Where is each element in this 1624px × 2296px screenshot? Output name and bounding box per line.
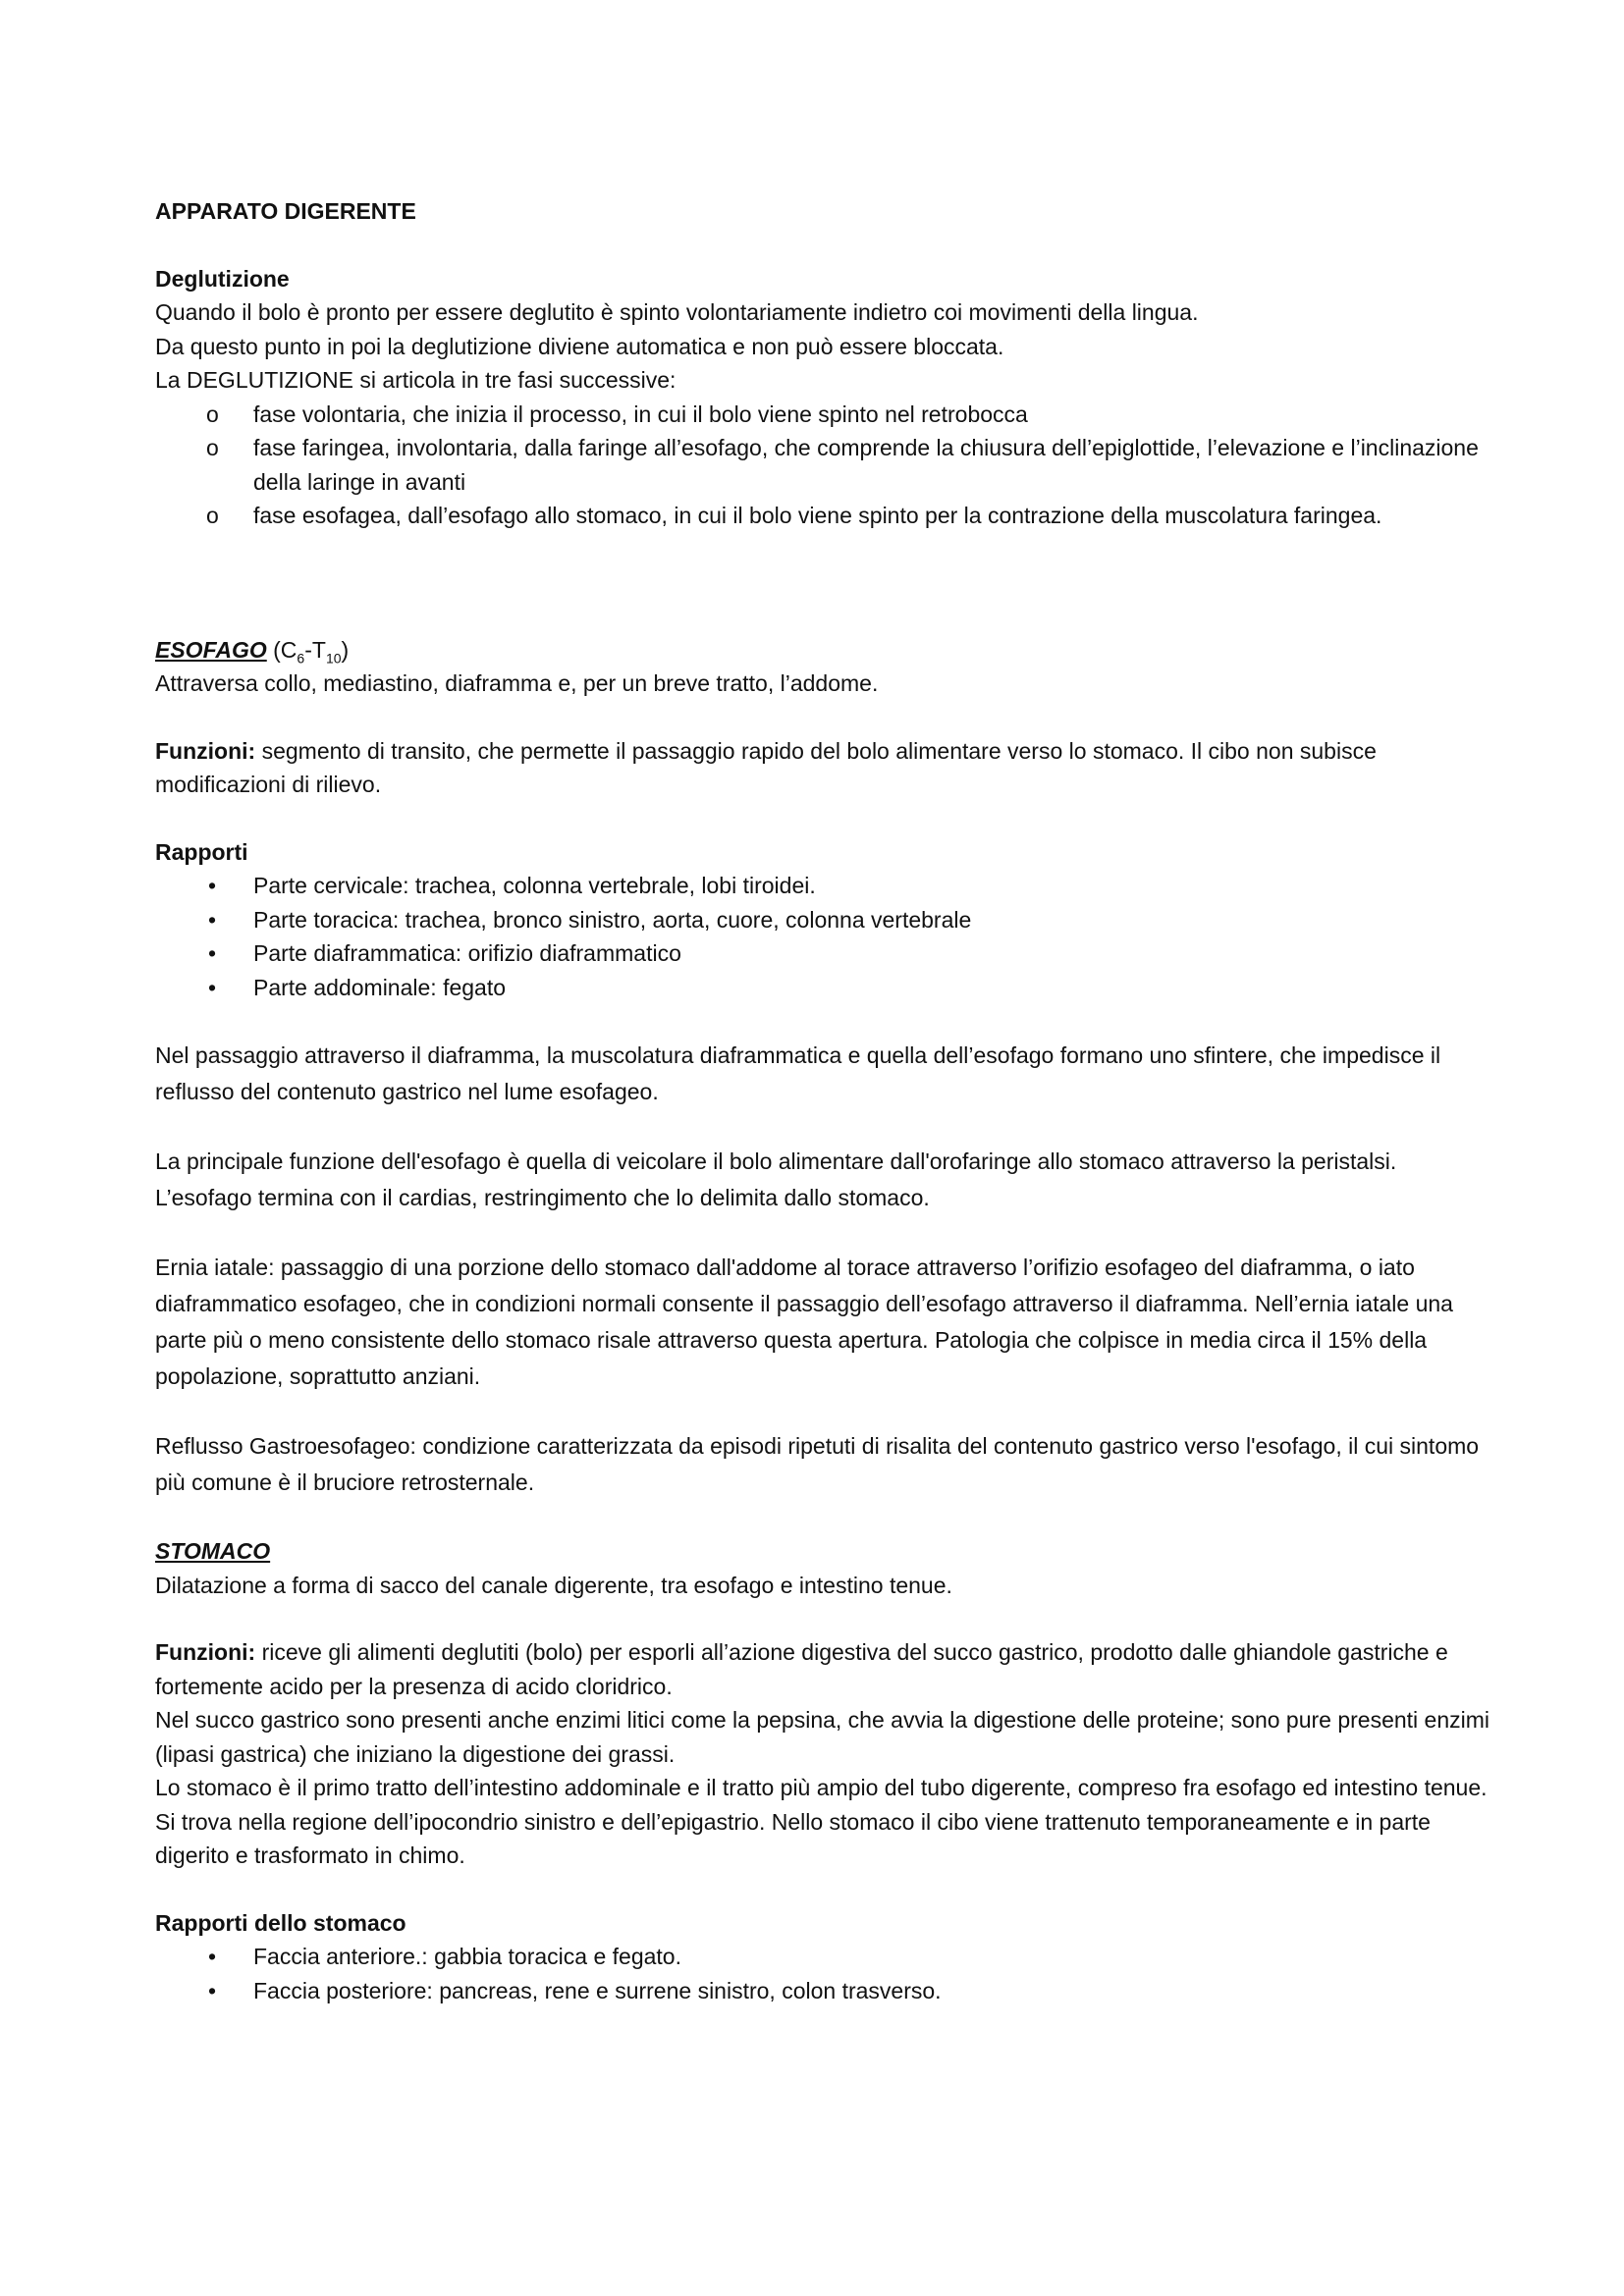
list-item: • Faccia posteriore: pancreas, rene e surrene sinistro, colon trasverso. bbox=[155, 1974, 1490, 2008]
stomaco-rapporti-heading: Rapporti dello stomaco bbox=[155, 1909, 406, 1936]
list-item: • Parte toracica: trachea, bronco sinistro, aorta, cuore, colonna vertebrale bbox=[155, 903, 1490, 937]
deglutizione-phases-list bbox=[155, 398, 1490, 533]
bullet-icon: • bbox=[208, 1977, 217, 2003]
list-item: • Parte cervicale: trachea, colonna vertebrale, lobi tiroidei. bbox=[155, 869, 1490, 903]
esofago-paragraph-sfintere: Nel passaggio attraverso il diaframma, la muscolatura diaframmatica e quella dell’esofago formano uno sfintere, che impedisce il reflusso del contenuto gastrico nel lume esofageo. bbox=[155, 1042, 1441, 1104]
esofago-paragraph-ernia: Ernia iatale: passaggio di una porzione dello stomaco dall'addome al torace attraverso l’orifizio esofageo del diaframma, o iato diaframmatico esofageo, che in condizioni normali consente il passaggio dell’esofago attraverso il diaframma. Nell’ernia iatale una parte più o meno consistente dello stomaco risale attraverso questa apertura. Patologia che colpisce in media circa il 15% della popolazione, soprattutto anziani. bbox=[155, 1255, 1453, 1389]
esofago-rapporti-list bbox=[155, 869, 1490, 1004]
esofago-heading-line: ESOFAGO $(C_6-T_{10})$ bbox=[155, 636, 350, 667]
stomaco-paragraph-succo: Nel succo gastrico sono presenti anche enzimi litici come la pepsina, che avvia la digestione delle proteine; sono pure presenti enzimi (lipasi gastrica) che iniziano la digestione dei grassi. bbox=[155, 1707, 1490, 1767]
bullet-icon: • bbox=[208, 974, 217, 1000]
list-item: • Faccia anteriore.: gabbia toracica e fegato. bbox=[155, 1940, 1490, 1974]
stomaco-paragraph-tratto: Lo stomaco è il primo tratto dell’intestino addominale e il tratto più ampio del tubo digerente, compreso fra esofago ed intestino tenue. Si trova nella regione dell’ipocondrio sinistro e dell’epigastrio. Nello stomaco il cibo viene trattenuto temporaneamente e in parte digerito e trasformato in chimo. bbox=[155, 1775, 1488, 1868]
bullet-icon: • bbox=[208, 940, 217, 966]
esofago-heading: ESOFAGO bbox=[155, 636, 267, 663]
deglutizione-line-1: Quando il bolo è pronto per essere deglutito è spinto volontariamente indietro coi movimenti della lingua. bbox=[155, 299, 1199, 325]
bullet-icon: • bbox=[208, 1944, 217, 1969]
stomaco-intro: Dilatazione a forma di sacco del canale digerente, tra esofago e intestino tenue. bbox=[155, 1572, 952, 1598]
esofago-funzioni: Funzioni: segmento di transito, che permette il passaggio rapido del bolo alimentare verso lo stomaco. Il cibo non subisce modificazioni di rilievo. bbox=[155, 737, 1377, 797]
list-item: • Parte diaframmatica: orifizio diaframmatico bbox=[155, 936, 1490, 971]
deglutizione-line-3: La DEGLUTIZIONE si articola in tre fasi successive: bbox=[155, 367, 677, 393]
esofago-paragraph-funzione: La principale funzione dell'esofago è quella di veicolare il bolo alimentare dall'orofaringe allo stomaco attraverso la peristalsi. L’esofago termina con il cardias, restringimento che lo delimita dallo stomaco. bbox=[155, 1148, 1397, 1210]
circle-bullet-icon: o bbox=[206, 435, 219, 460]
esofago-paragraph-reflusso: Reflusso Gastroesofageo: condizione caratterizzata da episodi ripetuti di risalita del contenuto gastrico verso l'esofago, il cui sintomo più comune è il bruciore retrosternale. bbox=[155, 1433, 1480, 1495]
circle-bullet-icon: o bbox=[206, 503, 219, 528]
list-item: o fase volontaria, che inizia il processo, in cui il bolo viene spinto nel retrobocca bbox=[155, 398, 1490, 432]
stomaco-heading: STOMACO bbox=[155, 1538, 271, 1564]
document-title: APPARATO DIGERENTE bbox=[155, 198, 416, 224]
esofago-intro: Attraversa collo, mediastino, diaframma e, per un breve tratto, l’addome. bbox=[155, 670, 879, 696]
list-item: • Parte addominale: fegato bbox=[155, 971, 1490, 1005]
circle-bullet-icon: o bbox=[206, 400, 219, 427]
list-item: o fase faringea, involontaria, dalla faringe all’esofago, che comprende la chiusura dell’epiglottide, l’elevazione e l’inclinazione della laringe in avanti bbox=[155, 431, 1490, 499]
list-item: o fase esofagea, dall’esofago allo stomaco, in cui il bolo viene spinto per la contrazione della muscolatura faringea. bbox=[155, 499, 1490, 533]
bullet-icon: • bbox=[208, 906, 217, 933]
stomaco-rapporti-list bbox=[155, 1940, 1490, 2007]
deglutizione-heading: Deglutizione bbox=[155, 265, 290, 292]
stomaco-funzioni: Funzioni: riceve gli alimenti deglutiti (bolo) per esporli all’azione digestiva del succo gastrico, prodotto dalle ghiandole gastriche e fortemente acido per la presenza di acido cloridrico. bbox=[155, 1639, 1448, 1699]
bullet-icon: • bbox=[208, 873, 217, 898]
esofago-rapporti-heading: Rapporti bbox=[155, 838, 248, 865]
document-page bbox=[155, 194, 1490, 2007]
deglutizione-line-2: Da questo punto in poi la deglutizione diviene automatica e non può essere bloccata. bbox=[155, 333, 1004, 359]
